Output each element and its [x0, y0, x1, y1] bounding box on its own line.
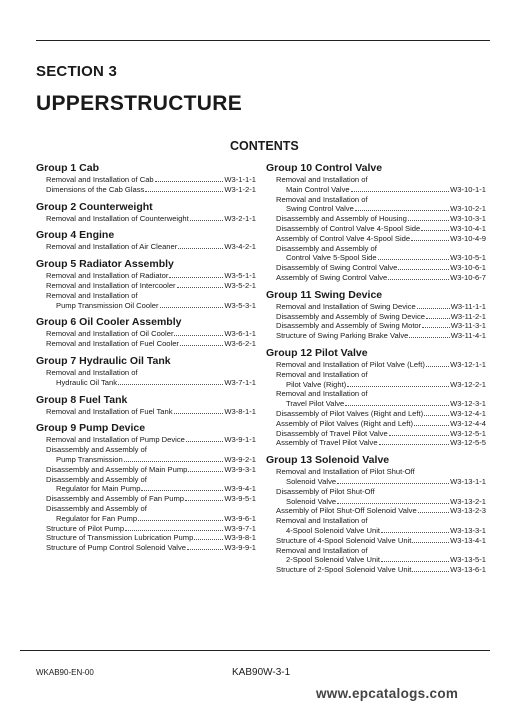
entry-page: W3-5-1-1 [224, 271, 256, 281]
toc-entry[interactable] [266, 302, 486, 312]
group-title: Group 6 Oil Cooler Assembly [36, 316, 182, 329]
entry-title: Removal and Installation of Radiator [46, 271, 169, 281]
toc-entry[interactable] [266, 526, 486, 536]
toc-entry[interactable] [36, 435, 256, 445]
dot-leader [355, 210, 449, 211]
entry-page: W3-9-6-1 [224, 513, 256, 523]
entry-title: Structure of 2-Spool Solenoid Valve Unit [276, 565, 412, 575]
entry-page: W3-12-5-1 [450, 428, 486, 438]
toc-left-column [36, 162, 256, 553]
entry-title: Removal and Installation of Fuel Tank [46, 406, 173, 416]
toc-entry[interactable] [266, 429, 486, 439]
toc-entry[interactable] [266, 487, 486, 497]
dot-leader [412, 542, 449, 543]
toc-entry[interactable] [266, 438, 486, 448]
toc-entry[interactable] [266, 312, 486, 322]
dot-leader [409, 337, 449, 338]
entry-page: W3-12-4-1 [450, 408, 486, 418]
group-title: Group 9 Pump Device [36, 422, 146, 435]
toc-entry[interactable] [36, 281, 256, 291]
entry-title: Removal and Installation of [276, 175, 368, 184]
entry-title: 4-Spool Solenoid Valve Unit [286, 525, 380, 535]
dot-leader [194, 539, 223, 540]
dot-leader [398, 269, 449, 270]
entry-title: Disassembly of Travel Pilot Valve [276, 428, 388, 438]
toc-entry[interactable] [266, 244, 486, 254]
dot-leader [381, 561, 449, 562]
toc-entry[interactable] [266, 555, 486, 565]
entry-page: W3-11-2-1 [450, 311, 486, 321]
entry-page: W3-12-1-1 [450, 359, 486, 369]
toc-entry[interactable] [36, 514, 256, 524]
dot-leader [379, 444, 450, 445]
dot-leader [337, 483, 449, 484]
toc-entry[interactable] [266, 565, 486, 575]
entry-title: Hydraulic Oil Tank [56, 377, 118, 387]
footer-rule [20, 650, 490, 651]
entry-title: Pilot Valve (Right) [286, 379, 347, 389]
dot-leader [187, 549, 223, 550]
toc-entry[interactable] [266, 224, 486, 234]
group-title: Group 5 Radiator Assembly [36, 258, 174, 271]
toc-entry[interactable] [36, 445, 256, 455]
toc-entry[interactable] [266, 506, 486, 516]
toc-entry[interactable] [266, 389, 486, 399]
toc-entry[interactable] [266, 273, 486, 283]
entry-title: Structure of Transmission Lubrication Pump [46, 533, 194, 543]
toc-entry[interactable] [266, 185, 486, 195]
entry-page: W3-9-8-1 [224, 533, 256, 543]
toc-entry[interactable] [36, 329, 256, 339]
group-title: Group 2 Counterweight [36, 200, 153, 213]
entry-page: W3-8-1-1 [224, 406, 256, 416]
dot-leader [426, 318, 450, 319]
entry-title: Pump Transmission Oil Cooler [56, 300, 159, 310]
toc-group [36, 316, 256, 349]
toc-entry[interactable] [36, 494, 256, 504]
entry-title: Assembly of Swing Control Valve [276, 272, 388, 282]
toc-entry[interactable] [36, 533, 256, 543]
entry-page: W3-9-4-1 [224, 484, 256, 494]
dot-leader [145, 191, 223, 192]
entry-title: Travel Pilot Valve [286, 399, 345, 409]
entry-page: W3-13-5-1 [450, 555, 486, 565]
toc-entry[interactable] [266, 204, 486, 214]
top-rule [36, 40, 490, 41]
entry-title: Disassembly and Assembly of Main Pump [46, 464, 188, 474]
dot-leader [185, 500, 223, 501]
toc-entry[interactable] [36, 339, 256, 349]
document-code: WKAB90-EN-00 [36, 668, 94, 677]
entry-title: Removal and Installation of Counterweight [46, 213, 189, 223]
toc-entry[interactable] [266, 380, 486, 390]
entry-title: Removal and Installation of Cab [46, 175, 154, 184]
entry-title: Structure of Swing Parking Brake Valve [276, 331, 409, 341]
entry-title: Structure of 4-Spool Solenoid Valve Unit [276, 535, 412, 545]
entry-title: Assembly of Travel Pilot Valve [276, 438, 378, 448]
entry-title: Removal and Installation of Air Cleaner [46, 242, 178, 252]
group-title: Group 13 Solenoid Valve [266, 454, 390, 467]
toc-right-column [266, 162, 486, 575]
dot-leader [412, 571, 449, 572]
dot-leader [178, 248, 223, 249]
dot-leader [174, 413, 224, 414]
entry-page: W3-13-2-3 [450, 506, 486, 516]
entry-title: Disassembly of Swing Control Valve [276, 263, 398, 273]
entry-page: W3-11-4-1 [450, 331, 486, 341]
entry-title: Disassembly and Assembly of [276, 243, 377, 253]
dot-leader [177, 287, 224, 288]
entry-title: Removal and Installation of Oil Cooler [46, 329, 174, 339]
toc-entry[interactable] [266, 321, 486, 331]
dot-leader [169, 277, 223, 278]
dot-leader [408, 220, 449, 221]
entry-title: Removal and Installation of Intercooler [46, 280, 176, 290]
entry-page: W3-13-6-1 [450, 565, 486, 575]
dot-leader [337, 503, 449, 504]
dot-leader [381, 532, 449, 533]
toc-entry[interactable] [36, 271, 256, 281]
toc-entry[interactable] [36, 407, 256, 417]
toc-entry[interactable] [36, 185, 256, 195]
entry-page: W3-6-1-1 [224, 329, 256, 339]
toc-entry[interactable] [36, 465, 256, 475]
dot-leader [378, 259, 450, 260]
entry-title: Disassembly of Pilot Valves (Right and Left) [276, 408, 424, 418]
entry-title: Main Control Valve [286, 184, 350, 194]
entry-page: W3-1-2-1 [224, 184, 256, 194]
group-title: Group 1 Cab [36, 162, 100, 174]
entry-title: Removal and Installation of [276, 545, 368, 555]
dot-leader [188, 471, 223, 472]
dot-leader [174, 335, 223, 336]
toc-entry[interactable] [36, 543, 256, 553]
dot-leader [118, 384, 223, 385]
dot-leader [190, 220, 224, 221]
dot-leader [347, 386, 449, 387]
toc-entry[interactable] [36, 368, 256, 378]
toc-group [266, 454, 486, 575]
toc-group [36, 229, 256, 252]
entry-title: Assembly of Pilot Shut-Off Solenoid Valve [276, 506, 417, 516]
toc-entry[interactable] [266, 516, 486, 526]
toc-entry[interactable] [266, 546, 486, 556]
entry-title: Removal and Installation of [276, 516, 368, 526]
toc-entry[interactable] [266, 477, 486, 487]
entry-page: W3-12-2-1 [450, 379, 486, 389]
toc-entry[interactable] [266, 195, 486, 205]
page-number: KAB90W-3-1 [232, 667, 291, 678]
dot-leader [422, 327, 450, 328]
toc-group [36, 258, 256, 310]
toc-entry[interactable] [36, 455, 256, 465]
group-title: Group 8 Fuel Tank [36, 393, 128, 406]
entry-page: W3-10-5-1 [450, 253, 486, 263]
entry-title: Removal and Installation of [276, 194, 368, 204]
toc-group [36, 201, 256, 224]
entry-page: W3-11-1-1 [450, 301, 486, 311]
entry-title: Removal and Installation of Pilot Shut-Off [276, 467, 415, 477]
entry-page: W3-13-1-1 [450, 476, 486, 486]
toc-group [266, 347, 486, 448]
toc-group [36, 394, 256, 417]
dot-leader [345, 405, 449, 406]
toc-entry[interactable] [36, 484, 256, 494]
toc-entry[interactable] [266, 409, 486, 419]
toc-entry[interactable] [266, 360, 486, 370]
entry-page: W3-2-1-1 [224, 213, 256, 223]
entry-page: W3-5-3-1 [224, 300, 256, 310]
entry-title: Removal and Installation of Swing Device [276, 301, 416, 311]
entry-title: Removal and Installation of [276, 369, 368, 379]
dot-leader [421, 230, 449, 231]
toc-entry[interactable] [36, 378, 256, 388]
entry-title: Disassembly of Pilot Shut-Off [276, 486, 375, 496]
dot-leader [388, 279, 449, 280]
section-label: SECTION 3 [36, 63, 117, 80]
toc-entry[interactable] [266, 234, 486, 244]
dot-leader [426, 366, 449, 367]
toc-entry[interactable] [36, 475, 256, 485]
entry-title: Disassembly and Assembly of Fan Pump [46, 494, 185, 504]
toc-entry[interactable] [36, 242, 256, 252]
entry-page: W3-6-2-1 [224, 339, 256, 349]
toc-group [36, 422, 256, 553]
dot-leader [424, 415, 449, 416]
entry-title: Structure of Pilot Pump [46, 523, 125, 533]
toc-entry[interactable] [266, 399, 486, 409]
entry-title: Removal and Installation of Pump Device [46, 435, 185, 445]
toc-entry[interactable] [266, 536, 486, 546]
entry-page: W3-10-1-1 [450, 184, 486, 194]
entry-title: Dimensions of the Cab Glass [46, 184, 145, 194]
toc-entry[interactable] [266, 419, 486, 429]
dot-leader [141, 490, 223, 491]
entry-title: Pump Transmission [56, 454, 123, 464]
toc-group [36, 355, 256, 388]
toc-entry[interactable] [36, 301, 256, 311]
entry-title: Disassembly and Assembly of Housing [276, 214, 407, 224]
entry-page: W3-9-5-1 [224, 494, 256, 504]
entry-title: Disassembly and Assembly of Swing Motor [276, 321, 422, 331]
entry-page: W3-9-3-1 [224, 464, 256, 474]
entry-page: W3-5-2-1 [224, 280, 256, 290]
entry-title: Regulator for Main Pump [56, 484, 141, 494]
dot-leader [411, 240, 449, 241]
entry-page: W3-11-3-1 [450, 321, 486, 331]
entry-page: W3-13-3-1 [450, 525, 486, 535]
contents-heading: CONTENTS [230, 139, 299, 153]
dot-leader [389, 435, 449, 436]
toc-entry[interactable] [266, 497, 486, 507]
group-title: Group 7 Hydraulic Oil Tank [36, 354, 171, 367]
entry-page: W3-7-1-1 [224, 377, 256, 387]
toc-entry[interactable] [266, 467, 486, 477]
entry-page: W3-10-4-9 [450, 233, 486, 243]
entry-title: Structure of Pump Control Solenoid Valve [46, 543, 186, 553]
entry-title: Removal and Installation of Pilot Valve (Left) [276, 359, 425, 369]
entry-page: W3-9-1-1 [224, 435, 256, 445]
entry-title: Removal and Installation of [46, 290, 138, 300]
toc-entry[interactable] [266, 214, 486, 224]
dot-leader [125, 530, 223, 531]
group-title: Group 4 Engine [36, 229, 115, 242]
entry-page: W3-13-4-1 [450, 535, 486, 545]
entry-page: W3-12-5-5 [450, 438, 486, 448]
dot-leader [124, 461, 224, 462]
entry-title: Control Valve 5-Spool Side [286, 253, 377, 263]
entry-title: Removal and Installation of [46, 367, 138, 377]
toc-entry[interactable] [36, 175, 256, 185]
entry-title: Disassembly and Assembly of [46, 503, 147, 513]
dot-leader [351, 191, 450, 192]
dot-leader [180, 345, 223, 346]
entry-page: W3-4-2-1 [224, 242, 256, 252]
dot-leader [417, 308, 450, 309]
entry-title: Assembly of Pilot Valves (Right and Left) [276, 418, 414, 428]
entry-page: W3-10-4-1 [450, 223, 486, 233]
toc-entry[interactable] [36, 524, 256, 534]
dot-leader [160, 307, 224, 308]
toc-entry[interactable] [266, 370, 486, 380]
toc-group [266, 162, 486, 283]
entry-page: W3-10-3-1 [450, 214, 486, 224]
group-title: Group 11 Swing Device [266, 288, 383, 301]
toc-entry[interactable] [266, 175, 486, 185]
group-title: Group 12 Pilot Valve [266, 346, 368, 359]
toc-entry[interactable] [36, 214, 256, 224]
entry-page: W3-9-2-1 [224, 454, 256, 464]
entry-page: W3-13-2-1 [450, 496, 486, 506]
entry-page: W3-10-6-1 [450, 263, 486, 273]
entry-page: W3-9-9-1 [224, 543, 256, 553]
entry-title: Solenoid Valve [286, 476, 337, 486]
page-title: UPPERSTRUCTURE [36, 92, 243, 115]
entry-page: W3-12-4-4 [450, 418, 486, 428]
toc-entry[interactable] [266, 263, 486, 273]
entry-title: Disassembly and Assembly of [46, 474, 147, 484]
toc-group [36, 162, 256, 195]
entry-title: Removal and Installation of Fuel Cooler [46, 339, 179, 349]
entry-title: Disassembly and Assembly of Swing Device [276, 311, 425, 321]
toc-entry[interactable] [36, 504, 256, 514]
entry-title: Swing Control Valve [286, 204, 354, 214]
entry-title: Disassembly and Assembly of [46, 445, 147, 455]
toc-entry[interactable] [266, 331, 486, 341]
group-title: Group 10 Control Valve [266, 162, 383, 174]
entry-title: Regulator for Fan Pump [56, 513, 138, 523]
toc-group [266, 289, 486, 341]
toc-entry[interactable] [36, 291, 256, 301]
dot-leader [186, 441, 223, 442]
entry-page: W3-9-7-1 [224, 523, 256, 533]
watermark-text: www.epcatalogs.com [316, 686, 459, 701]
entry-title: 2-Spool Solenoid Valve Unit [286, 555, 380, 565]
dot-leader [418, 512, 449, 513]
entry-page: W3-10-6-7 [450, 272, 486, 282]
dot-leader [414, 425, 449, 426]
toc-entry[interactable] [266, 253, 486, 263]
entry-page: W3-12-3-1 [450, 399, 486, 409]
dot-leader [138, 520, 223, 521]
entry-title: Removal and Installation of [276, 389, 368, 399]
entry-title: Solenoid Valve [286, 496, 337, 506]
entry-title: Disassembly of Control Valve 4-Spool Side [276, 223, 421, 233]
dot-leader [155, 181, 224, 182]
entry-title: Assembly of Control Valve 4-Spool Side [276, 233, 411, 243]
entry-page: W3-1-1-1 [224, 175, 256, 184]
entry-page: W3-10-2-1 [450, 204, 486, 214]
